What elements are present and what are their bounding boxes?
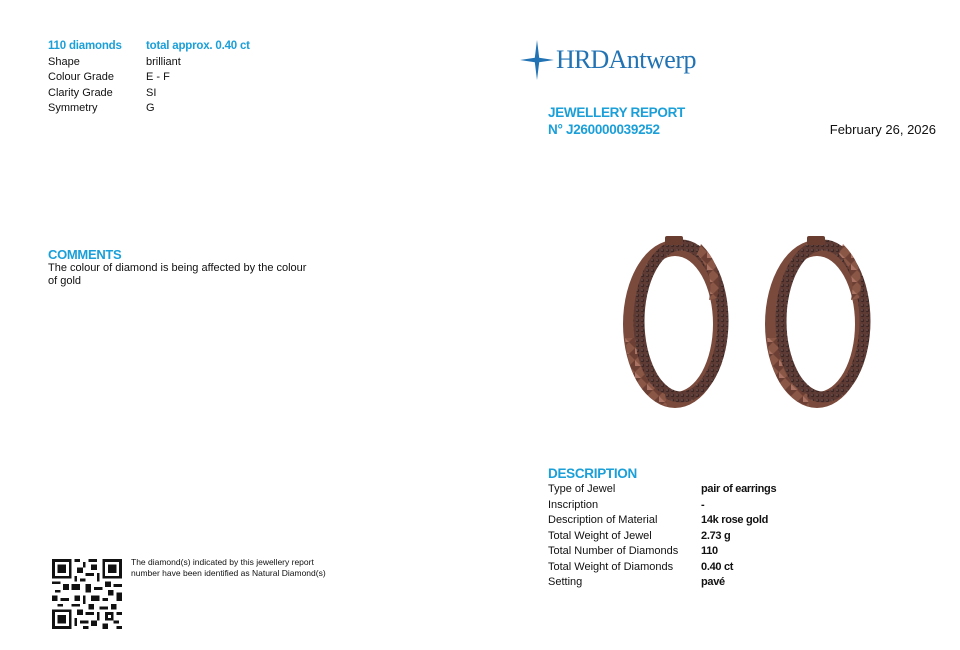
qr-note: The diamond(s) indicated by this jewellery report number have been identified as Natural Diamond(s) <box>131 557 326 578</box>
right-earring <box>765 236 869 408</box>
description-row <box>548 498 776 514</box>
report-title: JEWELLERY REPORT <box>548 105 685 120</box>
logo-antwerp: Antwerp <box>608 45 696 74</box>
diamond-total-weight: total approx. 0.40 ct <box>146 40 250 52</box>
left-earring <box>623 236 727 408</box>
detail-value: E - F <box>146 71 170 83</box>
diamond-details <box>48 39 250 117</box>
diamond-count: 110 diamonds <box>48 40 122 52</box>
description-value: 0.40 ct <box>701 560 734 573</box>
qr-code-icon[interactable] <box>52 559 122 629</box>
comments-section <box>48 247 308 288</box>
report-header <box>548 104 685 138</box>
hrd-antwerp-logo <box>520 40 696 80</box>
description-key: Total Number of Diamonds <box>548 545 679 557</box>
description-key: Description of Material <box>548 514 658 526</box>
description-key: Inscription <box>548 498 599 511</box>
description-key: Total Weight of Diamonds <box>548 560 674 573</box>
report-number: N° J260000039252 <box>548 122 660 137</box>
description-row <box>548 513 776 529</box>
logo-hrd: HRD <box>556 45 609 74</box>
description-value: 2.73 g <box>701 529 731 542</box>
detail-row <box>48 86 250 102</box>
detail-row <box>48 101 250 117</box>
description-row <box>548 560 776 576</box>
detail-row <box>48 55 250 71</box>
description-section <box>548 465 776 591</box>
description-key: Type of Jewel <box>548 483 616 495</box>
description-value: 14k rose gold <box>701 514 769 526</box>
description-row <box>548 544 776 560</box>
detail-value: SI <box>146 86 157 99</box>
detail-key: Symmetry <box>48 102 98 114</box>
detail-value: G <box>146 102 155 114</box>
description-row <box>548 482 776 498</box>
detail-key: Colour Grade <box>48 71 115 83</box>
diamond-summary <box>48 39 250 55</box>
description-title: DESCRIPTION <box>548 466 637 481</box>
report-date: February 26, 2026 <box>829 122 936 137</box>
description-key: Setting <box>548 576 583 588</box>
description-row <box>548 575 776 591</box>
description-value: pair of earrings <box>701 483 777 495</box>
detail-key: Shape <box>48 55 80 68</box>
description-row <box>548 529 776 545</box>
description-value: 110 <box>701 545 718 557</box>
detail-value: brilliant <box>146 55 181 68</box>
detail-row <box>48 70 250 86</box>
earrings-image <box>605 228 885 413</box>
comments-text: The colour of diamond is being affected by the colour of gold <box>48 262 307 287</box>
description-value: - <box>701 498 705 511</box>
detail-key: Clarity Grade <box>48 86 113 99</box>
description-key: Total Weight of Jewel <box>548 529 652 542</box>
logo-wordmark <box>556 45 696 75</box>
star-logo-icon <box>520 40 554 80</box>
description-value: pavé <box>701 576 725 588</box>
comments-title: COMMENTS <box>48 247 122 262</box>
